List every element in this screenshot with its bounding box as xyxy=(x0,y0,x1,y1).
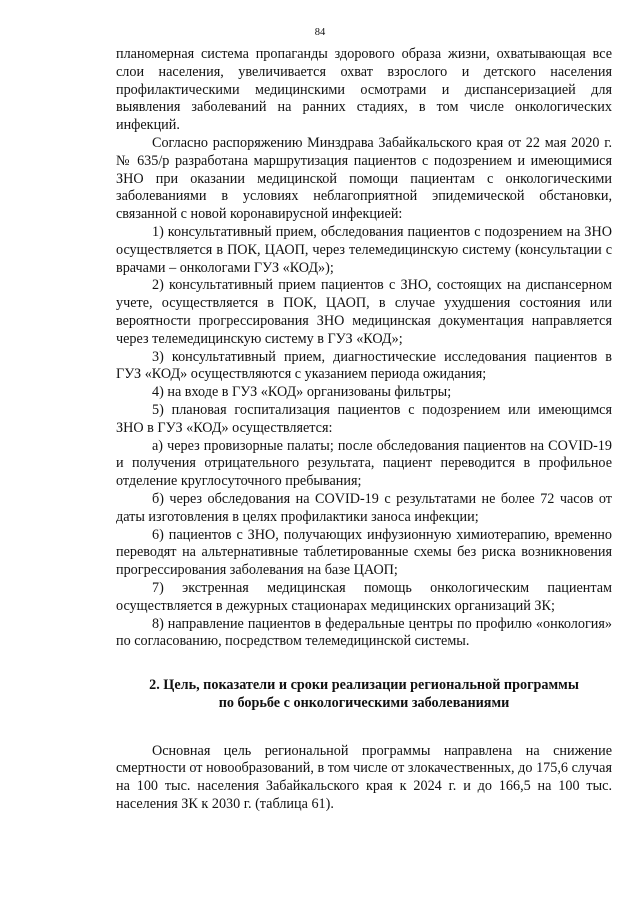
list-subitem-b: б) через обследования на COVID-19 с результатами не более 72 часов от даты изготовления в целях профилактики заноса инфекции; xyxy=(116,490,612,525)
list-item-6: 6) пациентов с ЗНО, получающих инфузионную химиотерапию, временно переводят на альтернативные таблетированные схемы без риска возникновения прогрессирования заболевания на базе ЦАОП; xyxy=(116,526,612,579)
list-item-7: 7) экстренная медицинская помощь онкологическим пациентам осуществляется в дежурных стационарах медицинских организаций ЗК; xyxy=(116,579,612,614)
paragraph-order-intro: Согласно распоряжению Минздрава Забайкальского края от 22 мая 2020 г. № 635/р разработана маршрутизация пациентов с подозрением и имеющимися ЗНО при оказании медицинской помощи пациентам с онкологическими заболеваниями в условиях неблагоприятной эпидемической обстановки, связанной с новой коронавирусной инфекцией: xyxy=(116,134,612,223)
section-heading-line-2: по борьбе с онкологическими заболеваниями xyxy=(218,694,510,711)
page-number: 84 xyxy=(314,27,326,38)
list-item-5: 5) плановая госпитализация пациентов с подозрением или имеющимся ЗНО в ГУЗ «КОД» осуществляется: xyxy=(116,401,612,436)
list-item-1: 1) консультативный прием, обследования пациентов с подозрением на ЗНО осуществляется в ПОК, ЦАОП, через телемедицинскую систему (консультации с врачами – онкологами ГУЗ «КОД»); xyxy=(116,223,612,276)
document-body xyxy=(116,46,612,814)
list-item-2: 2) консультативный прием пациентов с ЗНО, состоящих на диспансерном учете, осуществляется в ПОК, ЦАОП, в случае ухудшения состояния или вероятности прогрессирования ЗНО медицинская документация направляется через телемедицинскую систему в ГУЗ «КОД»; xyxy=(116,277,612,347)
list-subitem-a: а) через провизорные палаты; после обследования пациентов на COVID-19 и получения отрицательного результата, пациент переводится в профильное отделение круглосуточного пребывания; xyxy=(116,437,612,490)
list-item-8: 8) направление пациентов в федеральные центры по профилю «онкология» по согласованию, посредством телемедицинской системы. xyxy=(116,615,612,650)
paragraph-goal: Основная цель региональной программы направлена на снижение смертности от новообразований, в том числе от злокачественных, до 175,6 случая на 100 тыс. населения Забайкальского края к 2024 г. и до 166,5 на 100 тыс. населения ЗК к 2030 г. (таблица 61). xyxy=(116,742,612,813)
list-item-4: 4) на входе в ГУЗ «КОД» организованы фильтры; xyxy=(152,384,452,401)
section-heading-line-1: 2. Цель, показатели и сроки реализации региональной программы xyxy=(149,677,579,694)
section-heading xyxy=(116,677,612,713)
list-item-3: 3) консультативный прием, диагностические исследования пациентов в ГУЗ «КОД» осуществляются с указанием периода ожидания; xyxy=(116,348,612,383)
paragraph-continuation: планомерная система пропаганды здорового образа жизни, охватывающая все слои населения, увеличивается охват взрослого и детского населения профилактическими медицинскими осмотрами и диспансеризацией для выявления заболеваний на ранних стадиях, в том числе онкологических инфекций. xyxy=(116,46,612,134)
